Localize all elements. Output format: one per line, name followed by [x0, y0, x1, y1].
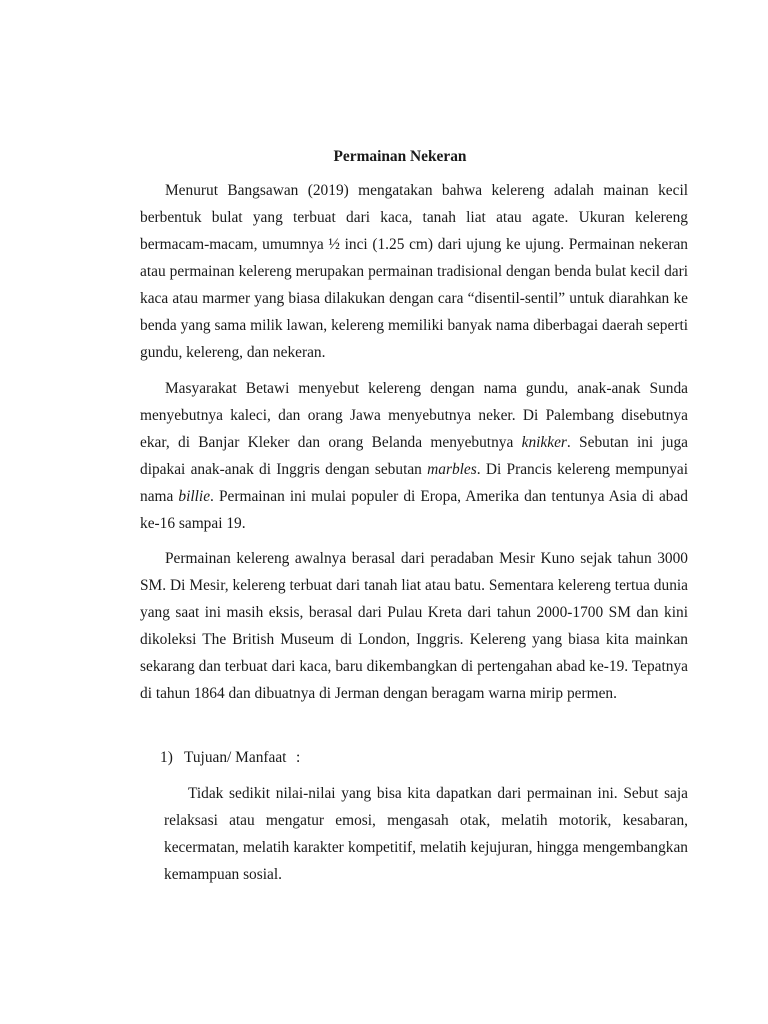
italic-term: knikker: [521, 434, 567, 451]
paragraph-history: Permainan kelereng awalnya berasal dari peradaban Mesir Kuno sejak tahun 3000 SM. Di Mesir, kelereng terbuat dari tanah liat atau batu. Sementara kelereng tertua dunia yang saat ini masih eksis, berasal dari Pulau Kreta dari tahun 2000-1700 SM dan kini dikoleksi The British Museum di London, Inggris. Kelereng yang biasa kita mainkan sekarang dan terbuat dari kaca, baru dikembangkan di pertengahan abad ke-19. Tepatnya di tahun 1864 dan dibuatnya di Jerman dengan beragam warna mirip permen.: [140, 550, 688, 702]
paragraph-text: . Permainan ini mulai populer di Eropa, Amerika dan tentunya Asia di abad ke-16 sampai 19.: [140, 488, 688, 532]
list-item-purpose: [160, 744, 560, 771]
list-colon: :: [296, 749, 301, 766]
paragraph-regional-names: [140, 375, 688, 537]
list-label: Tujuan/ Manfaat: [184, 749, 287, 766]
paragraph-text: . Sebutan ini juga dipakai anak-anak di Inggris dengan sebutan: [140, 434, 688, 478]
paragraph-text: Masyarakat Betawi menyebut kelereng dengan nama gundu, anak-anak Sunda menyebutnya kaleci, dan orang Jawa menyebutnya neker. Di Palembang disebutnya ekar, di Banjar Kleker dan orang Belanda menyebutnya: [140, 380, 688, 451]
list-number: 1): [160, 749, 173, 766]
document-title: Permainan Nekeran: [333, 148, 467, 165]
paragraph-benefits: Tidak sedikit nilai-nilai yang bisa kita dapatkan dari permainan ini. Sebut saja relaksasi atau mengatur emosi, mengasah otak, melatih motorik, kesabaran, kecermatan, melatih karakter kompetitif, melatih kejujuran, hingga mengembangkan kemampuan sosial.: [164, 785, 688, 883]
paragraph-definition: Menurut Bangsawan (2019) mengatakan bahwa kelereng adalah mainan kecil berbentuk bulat yang terbuat dari kaca, tanah liat atau agate. Ukuran kelereng bermacam-macam, umumnya ½ inci (1.25 cm) dari ujung ke ujung. Permainan nekeran atau permainan kelereng merupakan permainan tradisional dengan benda bulat kecil dari kaca atau marmer yang biasa dilakukan dengan cara “disentil-sentil” untuk diarahkan ke benda yang sama milik lawan, kelereng memiliki banyak nama diberbagai daerah seperti gundu, kelereng, dan nekeran.: [140, 182, 688, 361]
paragraph-text: . Di Prancis kelereng mempunyai nama: [140, 461, 688, 505]
italic-term: billie: [178, 488, 211, 505]
italic-term: marbles: [427, 461, 477, 478]
